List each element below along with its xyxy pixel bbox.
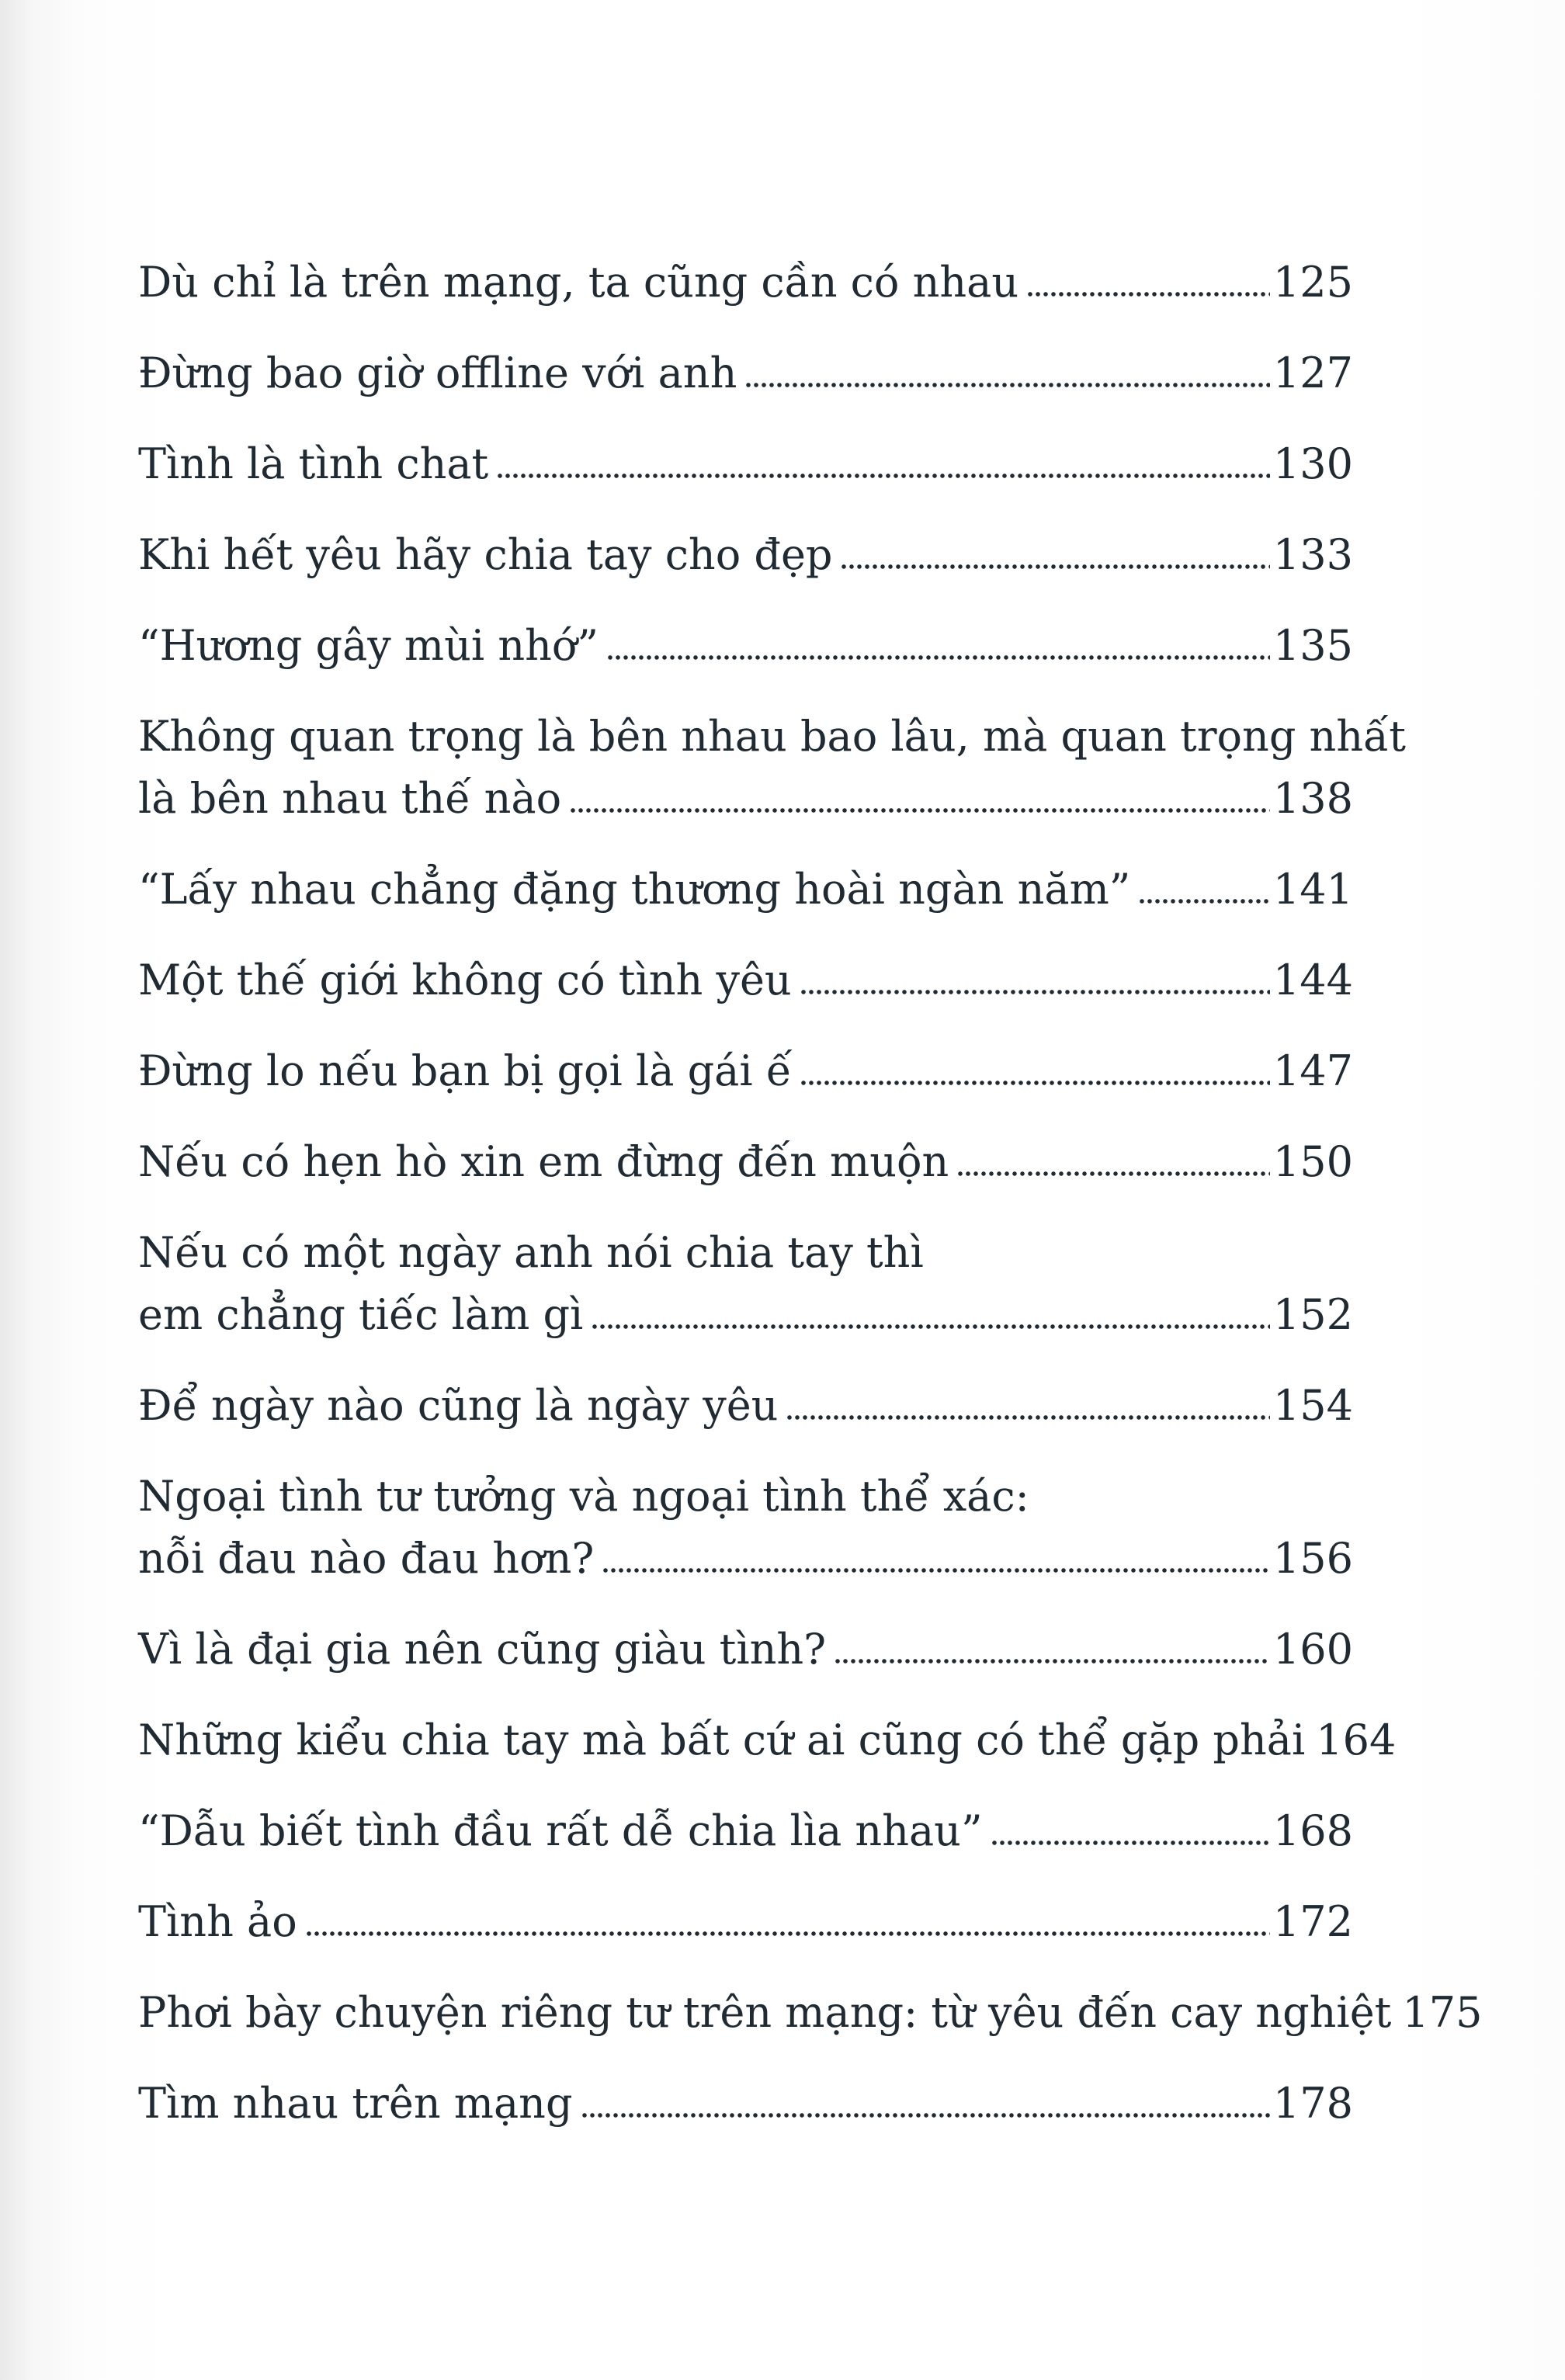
dot-leader: [305, 1924, 1270, 1938]
toc-entry: [138, 1222, 1353, 1346]
toc-entry-page: 152: [1272, 1290, 1353, 1339]
toc-entry: [138, 706, 1406, 830]
dot-leader: [956, 1164, 1270, 1178]
toc-entry: [138, 615, 1353, 677]
dot-leader: [581, 2105, 1270, 2119]
toc-entry-page: 160: [1272, 1625, 1353, 1674]
toc-entry: [138, 433, 1353, 495]
dot-leader: [800, 1073, 1270, 1087]
toc-entry-title: “Dẫu biết tình đầu rất dễ chia lìa nhau”: [138, 1806, 983, 1855]
dot-leader: [744, 375, 1270, 389]
toc-entry-title: “Lấy nhau chẳng đặng thương hoài ngàn năm”: [138, 865, 1131, 914]
toc-entry: [138, 1709, 1397, 1771]
toc-entry: [138, 1891, 1353, 1953]
dot-leader: [800, 982, 1270, 996]
toc-entry-title-continued: em chẳng tiếc làm gì: [138, 1290, 584, 1339]
dot-leader: [1026, 284, 1270, 298]
table-of-contents: [138, 252, 1483, 2163]
toc-entry-title: Khi hết yêu hãy chia tay cho đẹp: [138, 530, 833, 579]
dot-leader: [991, 1833, 1270, 1847]
toc-entry-page: 154: [1272, 1381, 1353, 1430]
toc-entry: [138, 859, 1353, 921]
toc-entry-title: Phơi bày chuyện riêng tư trên mạng: từ yêu đến cay nghiệt: [138, 1988, 1392, 2037]
toc-entry: [138, 1466, 1353, 1590]
dot-leader: [786, 1407, 1269, 1421]
toc-entry: [138, 1375, 1353, 1437]
dot-leader: [834, 1651, 1270, 1665]
toc-entry-page: 127: [1272, 349, 1353, 397]
toc-entry-title: Một thế giới không có tình yêu: [138, 956, 792, 1004]
toc-entry-page: 150: [1272, 1137, 1353, 1186]
toc-entry: [138, 1040, 1353, 1102]
toc-entry: [138, 1131, 1353, 1193]
toc-entry-page: 130: [1272, 439, 1353, 488]
toc-entry: [138, 2073, 1353, 2135]
toc-entry-title: Không quan trọng là bên nhau bao lâu, mà quan trọng nhất: [138, 712, 1406, 761]
toc-entry-title-continued: là bên nhau thế nào: [138, 774, 562, 823]
toc-entry-title: Ngoại tình tư tưởng và ngoại tình thể xác:: [138, 1472, 1029, 1521]
toc-entry: [138, 342, 1353, 404]
toc-entry-page: 175: [1402, 1988, 1483, 2037]
dot-leader: [591, 1317, 1270, 1331]
toc-entry-title: Tình là tình chat: [138, 439, 489, 488]
toc-entry-page: 178: [1272, 2079, 1353, 2128]
toc-entry-title: “Hương gây mùi nhớ”: [138, 621, 599, 670]
toc-entry-page: 133: [1272, 530, 1353, 579]
toc-entry-title: Dù chỉ là trên mạng, ta cũng cần có nhau: [138, 258, 1019, 307]
toc-entry-page: 168: [1272, 1806, 1353, 1855]
toc-entry-page: 144: [1272, 956, 1353, 1004]
toc-entry-title: Những kiểu chia tay mà bất cứ ai cũng có thể gặp phải: [138, 1716, 1306, 1764]
toc-entry-page: 172: [1272, 1897, 1353, 1946]
toc-entry-page: 147: [1272, 1046, 1353, 1095]
dot-leader: [602, 1560, 1270, 1574]
toc-entry-page: 125: [1272, 258, 1353, 307]
toc-entry-page: 141: [1272, 865, 1353, 914]
toc-entry-title: Để ngày nào cũng là ngày yêu: [138, 1381, 779, 1430]
dot-leader: [569, 800, 1270, 814]
toc-entry-title: Đừng lo nếu bạn bị gọi là gái ế: [138, 1046, 793, 1095]
dot-leader: [496, 466, 1270, 480]
toc-entry-page: 135: [1272, 621, 1353, 670]
toc-entry-title: Nếu có một ngày anh nói chia tay thì: [138, 1228, 924, 1277]
toc-entry-page: 156: [1272, 1534, 1353, 1583]
toc-entry-title: Đừng bao giờ offline với anh: [138, 349, 737, 397]
toc-entry-title: Vì là đại gia nên cũng giàu tình?: [138, 1625, 827, 1674]
dot-leader: [840, 557, 1269, 571]
dot-leader: [1138, 891, 1270, 905]
toc-entry-title: Nếu có hẹn hò xin em đừng đến muộn: [138, 1137, 949, 1186]
dot-leader: [606, 647, 1270, 661]
toc-entry: [138, 252, 1353, 314]
toc-entry: [138, 1800, 1353, 1862]
toc-entry-page: 138: [1272, 774, 1353, 823]
toc-entry: [138, 524, 1353, 586]
toc-entry-title: Tìm nhau trên mạng: [138, 2079, 573, 2128]
toc-entry: [138, 1982, 1483, 2044]
toc-entry: [138, 949, 1353, 1011]
toc-entry-title-continued: nỗi đau nào đau hơn?: [138, 1534, 595, 1583]
toc-entry-page: 164: [1316, 1716, 1397, 1764]
toc-entry-title: Tình ảo: [138, 1897, 297, 1946]
toc-entry: [138, 1618, 1353, 1681]
